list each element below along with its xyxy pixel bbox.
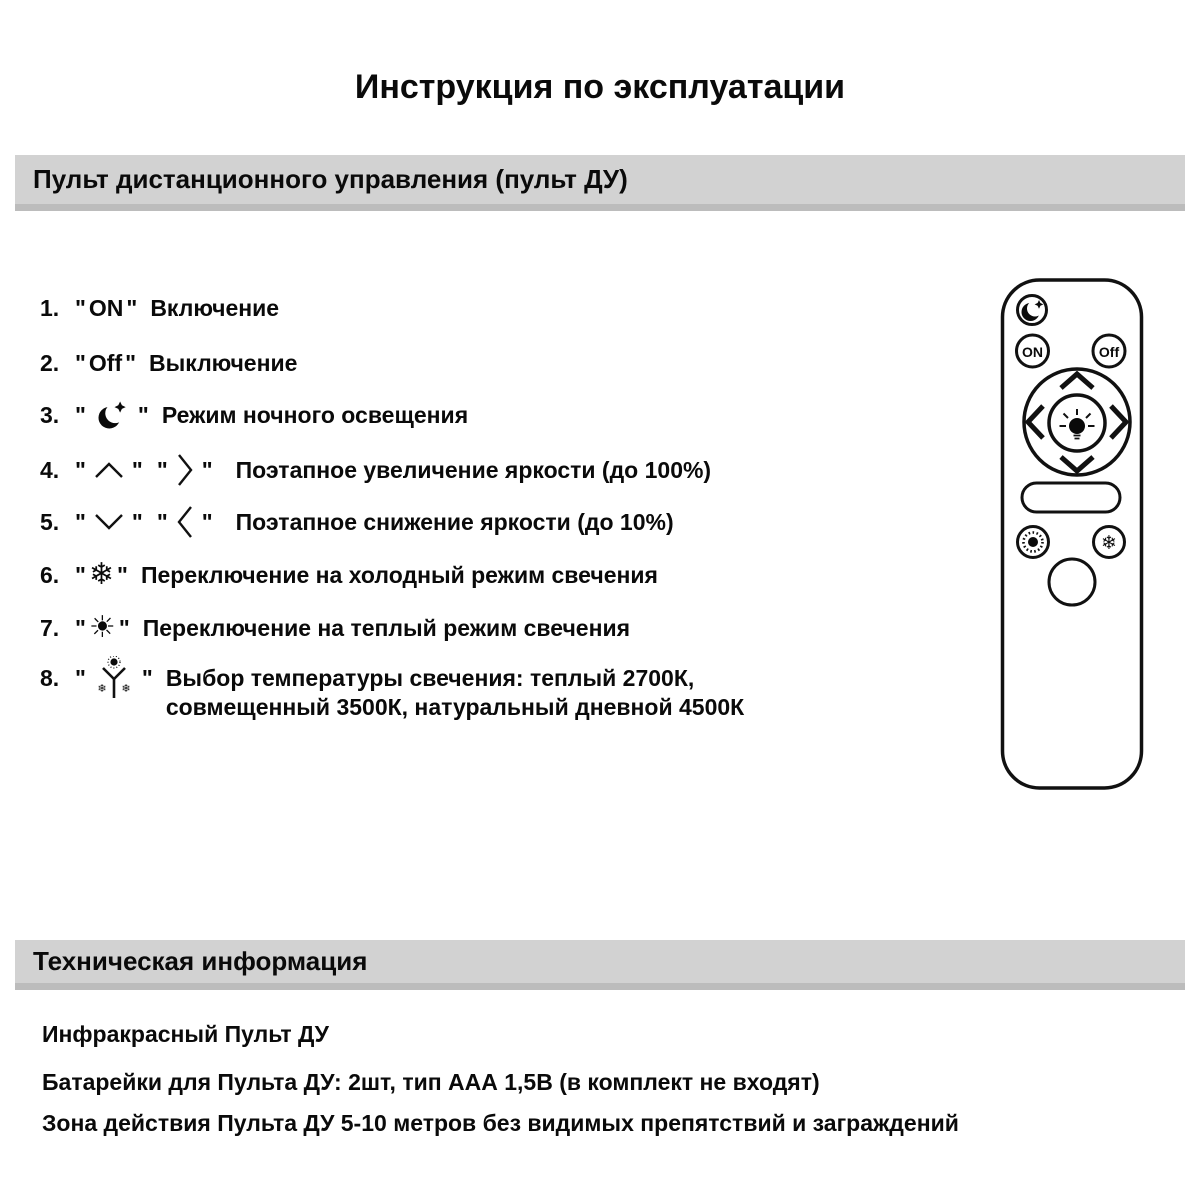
quote-mark: " bbox=[75, 562, 86, 588]
list-item bbox=[40, 502, 674, 542]
quote-mark: " bbox=[156, 509, 168, 535]
remote-control-figure bbox=[997, 276, 1147, 799]
chevron-down-icon bbox=[94, 502, 124, 542]
list-item bbox=[40, 608, 630, 648]
item-number: 3. bbox=[40, 402, 60, 428]
quote-mark: " bbox=[117, 562, 128, 588]
item-number: 2. bbox=[40, 350, 60, 376]
item-text: Поэтапное увеличение яркости (до 100%) bbox=[235, 457, 712, 483]
quote-mark: " bbox=[201, 509, 213, 535]
svg-text:❄: ❄ bbox=[121, 682, 131, 695]
tech-info-line: Инфракрасный Пульт ДУ bbox=[42, 1021, 329, 1047]
quote-mark: " bbox=[137, 402, 149, 428]
page-title: Инструкция по эксплуатации bbox=[354, 68, 846, 106]
quote-mark: " bbox=[156, 457, 168, 483]
item-number: 5. bbox=[40, 509, 60, 535]
svg-text:Off: Off bbox=[1098, 344, 1120, 360]
list-item bbox=[40, 555, 658, 595]
item-text: Переключение на холодный режим свечения bbox=[140, 562, 658, 588]
temperature-mix-icon bbox=[94, 658, 134, 698]
crescent-moon-icon bbox=[94, 395, 130, 435]
quote-mark: " bbox=[131, 457, 143, 483]
section-header-remote: Пульт дистанционного управления (пульт ДУ) bbox=[15, 155, 1185, 211]
chevron-left-icon bbox=[176, 502, 194, 542]
night-mode-button bbox=[1018, 296, 1047, 325]
quote-mark: " bbox=[201, 457, 213, 483]
quote-mark: " bbox=[75, 402, 86, 428]
chevron-up-icon bbox=[94, 450, 124, 490]
list-item bbox=[40, 450, 711, 490]
off-button bbox=[1093, 335, 1125, 367]
quote-mark: " bbox=[125, 350, 137, 376]
list-item bbox=[40, 658, 744, 722]
item-text: Включение bbox=[150, 295, 280, 321]
pill-button bbox=[1022, 483, 1120, 512]
item-number: 8. bbox=[40, 665, 60, 691]
dpad bbox=[1024, 369, 1130, 475]
quote-mark: " bbox=[75, 665, 86, 691]
item-text: Переключение на теплый режим свечения bbox=[142, 615, 631, 641]
list-item bbox=[40, 288, 279, 328]
tech-info-line: Батарейки для Пульта ДУ: 2шт, тип ААА 1,5В (в комплект не входят) bbox=[42, 1069, 820, 1095]
quote-mark: " bbox=[75, 509, 86, 535]
svg-text:❄: ❄ bbox=[97, 682, 107, 695]
item-number: 4. bbox=[40, 457, 60, 483]
round-button bbox=[1049, 559, 1095, 605]
cold-mode-button bbox=[1094, 527, 1125, 558]
dpad-up-arrow bbox=[1061, 374, 1093, 388]
item-number: 1. bbox=[40, 295, 60, 321]
snowflake-icon: ❄ bbox=[1101, 532, 1117, 554]
item-text: Поэтапное снижение яркости (до 10%) bbox=[235, 509, 674, 535]
quote-mark: " bbox=[75, 350, 86, 376]
warm-mode-button bbox=[1018, 527, 1049, 558]
dpad-down-arrow bbox=[1061, 457, 1093, 471]
section-header-tech: Техническая информация bbox=[15, 940, 1185, 990]
quote-mark: " bbox=[131, 509, 143, 535]
dpad-left-arrow bbox=[1028, 406, 1043, 438]
on-label: ON bbox=[88, 295, 124, 321]
sun-icon bbox=[1028, 537, 1038, 547]
item-text: Выбор температуры свечения: теплый 2700К, совмещенный 3500К, натуральный дневной 4500К bbox=[165, 665, 745, 720]
off-label: Off bbox=[88, 350, 123, 376]
quote-mark: " bbox=[75, 295, 86, 321]
quote-mark: " bbox=[75, 615, 86, 641]
dpad-right-arrow bbox=[1111, 406, 1126, 438]
item-number: 7. bbox=[40, 615, 60, 641]
item-text: Режим ночного освещения bbox=[161, 402, 469, 428]
snowflake-icon: ❄ bbox=[88, 557, 115, 592]
quote-mark: " bbox=[118, 615, 130, 641]
quote-mark: " bbox=[126, 295, 138, 321]
light-bulb-icon bbox=[1060, 409, 1095, 439]
sun-icon: ☀ bbox=[88, 610, 116, 645]
on-button bbox=[1017, 335, 1049, 367]
item-number: 6. bbox=[40, 562, 60, 588]
tech-info-line: Зона действия Пульта ДУ 5-10 метров без видимых препятствий и заграждений bbox=[42, 1110, 959, 1136]
svg-text:ON: ON bbox=[1022, 344, 1043, 360]
item-text: Выключение bbox=[149, 350, 298, 376]
chevron-right-icon bbox=[176, 450, 194, 490]
list-item bbox=[40, 343, 297, 383]
list-item bbox=[40, 395, 468, 435]
quote-mark: " bbox=[141, 665, 153, 691]
quote-mark: " bbox=[75, 457, 86, 483]
